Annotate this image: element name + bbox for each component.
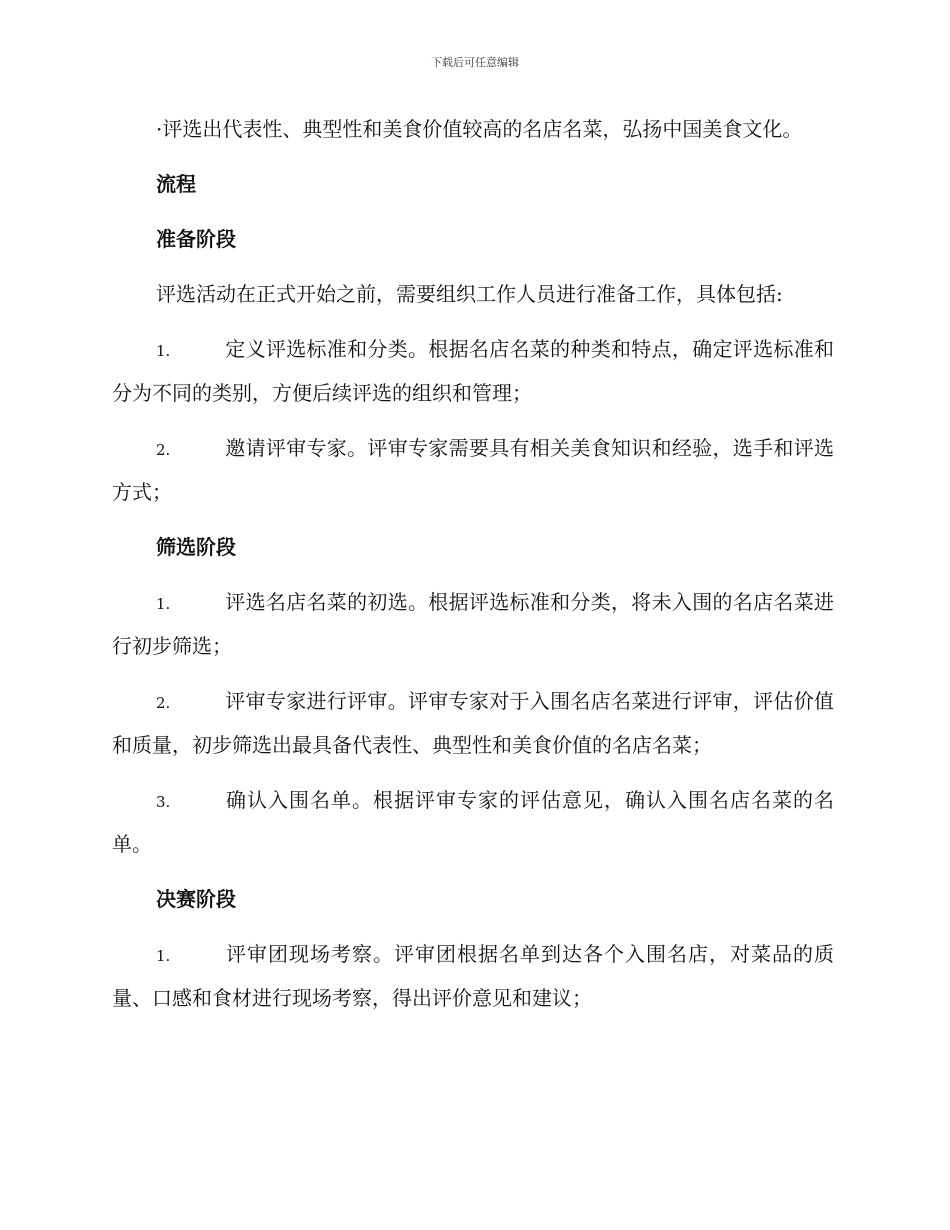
list-item xyxy=(112,779,834,865)
section-heading-process: 流程 xyxy=(156,172,196,196)
list-item-number: 2. xyxy=(156,441,171,459)
list-item-number: 1. xyxy=(156,342,171,360)
list-item-number: 1. xyxy=(156,595,171,613)
list-item xyxy=(112,680,834,766)
list-item-number: 1. xyxy=(156,947,171,965)
list-item-number: 2. xyxy=(156,694,171,712)
list-item-text: 评选名店名菜的初选。根据评选标准和分类，将未入围的名店名菜进行初步筛选； xyxy=(112,590,834,658)
section-heading-final: 决赛阶段 xyxy=(156,887,236,911)
page-header: 下载后可任意编辑 xyxy=(431,56,519,69)
intro-text: 评选出代表性、典型性和美食价值较高的名店名菜，弘扬中国美食文化。 xyxy=(162,117,803,141)
list-item-text: 定义评选标准和分类。根据名店名菜的种类和特点，确定评选标准和分为不同的类别，方便后续评选的组织和管理； xyxy=(112,337,834,405)
list-item xyxy=(112,427,834,513)
intro-paragraph xyxy=(112,108,834,150)
list-item xyxy=(112,328,834,414)
prep-intro-paragraph: 评选活动在正式开始之前，需要组织工作人员进行准备工作，具体包括: xyxy=(156,282,783,306)
document-body xyxy=(112,108,834,1032)
list-item xyxy=(112,581,834,667)
list-item-text: 邀请评审专家。评审专家需要具有相关美食知识和经验，选手和评选方式； xyxy=(112,436,834,504)
section-heading-screen: 筛选阶段 xyxy=(156,535,236,559)
list-item xyxy=(112,933,834,1019)
list-item-number: 3. xyxy=(156,793,171,811)
list-item-text: 确认入围名单。根据评审专家的评估意见，确认入围名店名菜的名单。 xyxy=(112,788,834,856)
list-item-text: 评审专家进行评审。评审专家对于入围名店名菜进行评审，评估价值和质量，初步筛选出最具备代表性、典型性和美食价值的名店名菜； xyxy=(112,689,834,757)
list-item-text: 评审团现场考察。评审团根据名单到达各个入围名店，对菜品的质量、口感和食材进行现场考察，得出评价意见和建议； xyxy=(112,942,834,1010)
bullet-marker: · xyxy=(156,117,163,141)
section-heading-prep: 准备阶段 xyxy=(156,227,236,251)
